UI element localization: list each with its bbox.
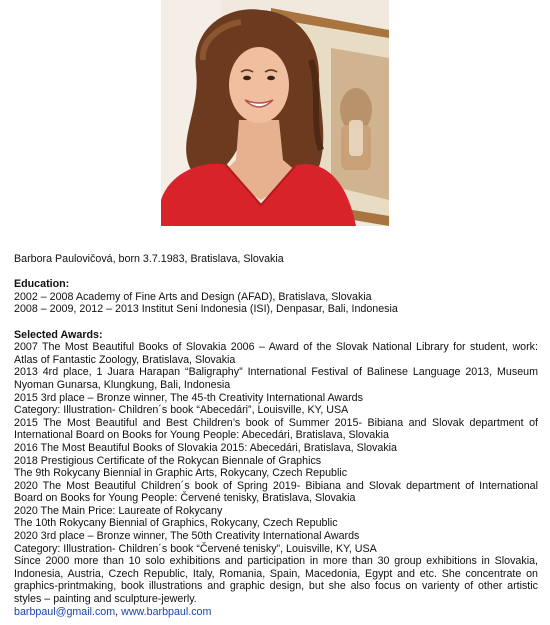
award-item: 2018 Prestigious Certificate of the Rokycan Biennale of Graphics: [14, 454, 322, 467]
award-item: 2016 The Most Beautiful Books of Slovakia 2015: Abecedári, Bratislava, Slovakia: [14, 441, 397, 454]
education-item: 2008 – 2009, 2012 – 2013 Institut Seni Indonesia (ISI), Denpasar, Bali, Indonesia: [14, 303, 398, 316]
award-item: 2015 3rd place – Bronze winner, The 45-th Creativity International Awards: [14, 391, 363, 404]
face: [229, 47, 289, 123]
award-item: 2020 The Main Price: Laureate of Rokycany: [14, 504, 223, 517]
award-item: The 10th Rokycany Biennial of Graphics, Rokycany, Czech Republic: [14, 517, 338, 530]
award-item: Category: Illustration- Children´s book “Červené tenisky”, Louisville, KY, USA: [14, 542, 377, 555]
award-item: 2020 The Most Beautiful Children´s book of Spring 2019- Bibiana and Slovak department of International Board on Books for Young People: Červené tenisky, Bratislava, Slovakia: [14, 479, 538, 505]
portrait-photo: [161, 0, 389, 226]
intro-line: Barbora Paulovičová, born 3.7.1983, Bratislava, Slovakia: [14, 253, 284, 265]
contact-line: [14, 606, 538, 619]
portrait-illustration: [161, 0, 389, 226]
education-heading: Education:: [14, 278, 70, 291]
contact-separator: ,: [115, 605, 122, 618]
award-item: Category: Illustration- Children´s book “Abecedári”, Louisville, KY, USA: [14, 404, 349, 417]
website-link[interactable]: www.barbpaul.com: [121, 605, 212, 618]
email-link[interactable]: barbpaul@gmail.com: [14, 605, 116, 618]
award-item: 2007 The Most Beautiful Books of Slovakia 2006 – Award of the Slovak National Library for student, work: Atlas of Fantastic Zoology, Bratislava, Slovakia: [14, 341, 538, 366]
award-item: 2015 The Most Beautiful and Best Children’s book of Summer 2015- Bibiana and Slovak department of International Board on Books for Young People: Abecedári, Bratislava, Slovakia: [14, 416, 538, 442]
awards-heading: Selected Awards:: [14, 328, 103, 341]
award-item: 2013 4rd place, 1 Juara Harapan “Baligraphy” International Festival of Balinese Language 2013, Museum Nyoman Gunarsa, Klungkung, Bali, Indonesia: [14, 366, 538, 391]
award-item: The 9th Rokycany Biennial in Graphic Arts, Rokycany, Czech Republic: [14, 467, 348, 480]
award-item: 2020 3rd place – Bronze winner, The 50th Creativity International Awards: [14, 530, 360, 543]
exhibitions-summary: Since 2000 more than 10 solo exhibitions and participation in more than 30 group exhibitions in Slovakia, Indonesia, Austria, Czech Republic, Italy, Romania, Spain, Macedonia, Egypt and etc. She concentrate on graphics-printmaking, book illustrations and graphic design, but she also focus on varienty of other artistic styles – painting and sculpture-jewerly.: [14, 555, 538, 606]
education-item: 2002 – 2008 Academy of Fine Arts and Design (AFAD), Bratislava, Slovakia: [14, 290, 372, 303]
biography: [14, 253, 538, 618]
